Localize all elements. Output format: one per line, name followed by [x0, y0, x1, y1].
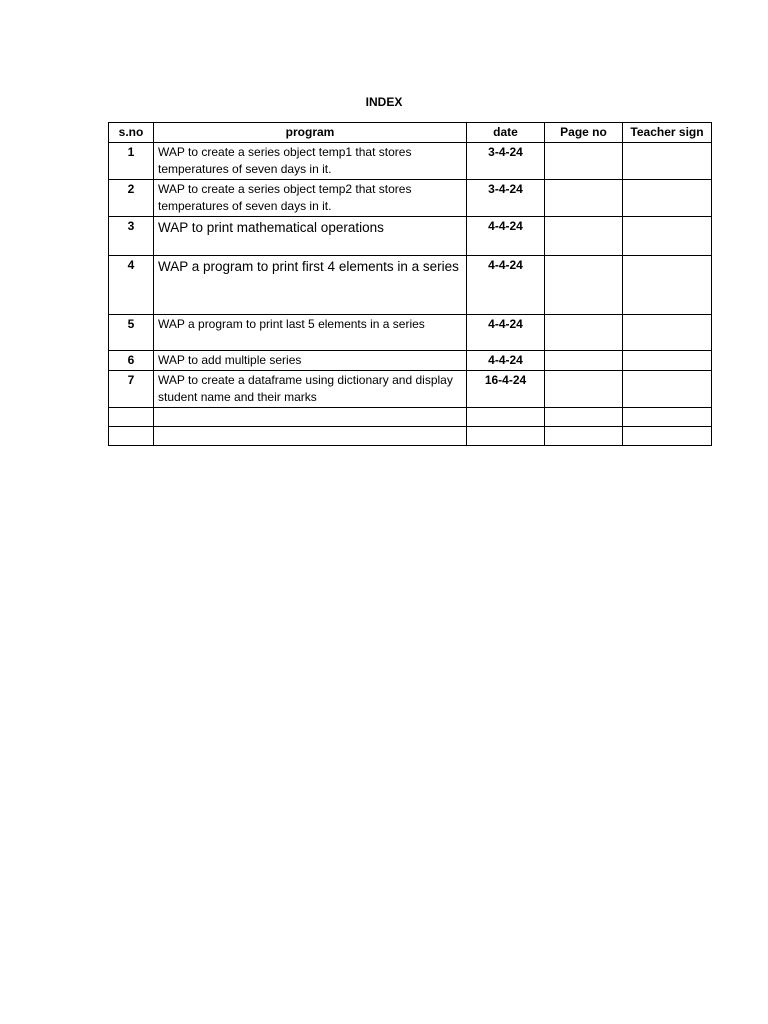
blank-cell — [545, 408, 623, 427]
sno-cell: 1 — [109, 143, 154, 180]
header-row — [109, 123, 712, 143]
page-no-cell — [545, 217, 623, 256]
teacher-sign-cell — [623, 217, 712, 256]
date-cell: 16-4-24 — [467, 371, 545, 408]
program-cell: WAP to print mathematical operations — [154, 217, 467, 256]
page-no-cell — [545, 371, 623, 408]
teacher-sign-cell — [623, 351, 712, 371]
table-row — [109, 256, 712, 315]
blank-cell — [623, 408, 712, 427]
date-cell: 4-4-24 — [467, 217, 545, 256]
table-row — [109, 351, 712, 371]
program-cell: WAP to create a series object temp1 that stores temperatures of seven days in it. — [154, 143, 467, 180]
program-cell: WAP to create a dataframe using dictionary and display student name and their marks — [154, 371, 467, 408]
table-row — [109, 143, 712, 180]
blank-cell — [109, 427, 154, 446]
header-sno: s.no — [109, 123, 154, 143]
teacher-sign-cell — [623, 371, 712, 408]
teacher-sign-cell — [623, 256, 712, 315]
header-teacher-sign: Teacher sign — [623, 123, 712, 143]
program-cell: WAP a program to print last 5 elements in a series — [154, 315, 467, 351]
header-page-no: Page no — [545, 123, 623, 143]
date-cell: 4-4-24 — [467, 256, 545, 315]
sno-cell: 5 — [109, 315, 154, 351]
date-cell: 3-4-24 — [467, 143, 545, 180]
index-table — [108, 122, 712, 446]
date-cell: 4-4-24 — [467, 315, 545, 351]
table-row — [109, 180, 712, 217]
header-date: date — [467, 123, 545, 143]
blank-cell — [467, 408, 545, 427]
page-title: INDEX — [365, 95, 403, 109]
page-no-cell — [545, 315, 623, 351]
page-no-cell — [545, 351, 623, 371]
table-row — [109, 371, 712, 408]
sno-cell: 6 — [109, 351, 154, 371]
blank-cell — [109, 408, 154, 427]
program-cell: WAP to add multiple series — [154, 351, 467, 371]
header-program: program — [154, 123, 467, 143]
teacher-sign-cell — [623, 180, 712, 217]
table-row — [109, 217, 712, 256]
page-no-cell — [545, 256, 623, 315]
sno-cell: 4 — [109, 256, 154, 315]
sno-cell: 2 — [109, 180, 154, 217]
program-cell: WAP to create a series object temp2 that stores temperatures of seven days in it. — [154, 180, 467, 217]
sno-cell: 3 — [109, 217, 154, 256]
blank-cell — [467, 427, 545, 446]
blank-cell — [154, 408, 467, 427]
blank-row — [109, 408, 712, 427]
page-no-cell — [545, 143, 623, 180]
teacher-sign-cell — [623, 143, 712, 180]
blank-cell — [623, 427, 712, 446]
date-cell: 4-4-24 — [467, 351, 545, 371]
program-cell: WAP a program to print first 4 elements in a series — [154, 256, 467, 315]
sno-cell: 7 — [109, 371, 154, 408]
blank-cell — [545, 427, 623, 446]
blank-cell — [154, 427, 467, 446]
date-cell: 3-4-24 — [467, 180, 545, 217]
table-row — [109, 315, 712, 351]
teacher-sign-cell — [623, 315, 712, 351]
page-no-cell — [545, 180, 623, 217]
blank-row — [109, 427, 712, 446]
